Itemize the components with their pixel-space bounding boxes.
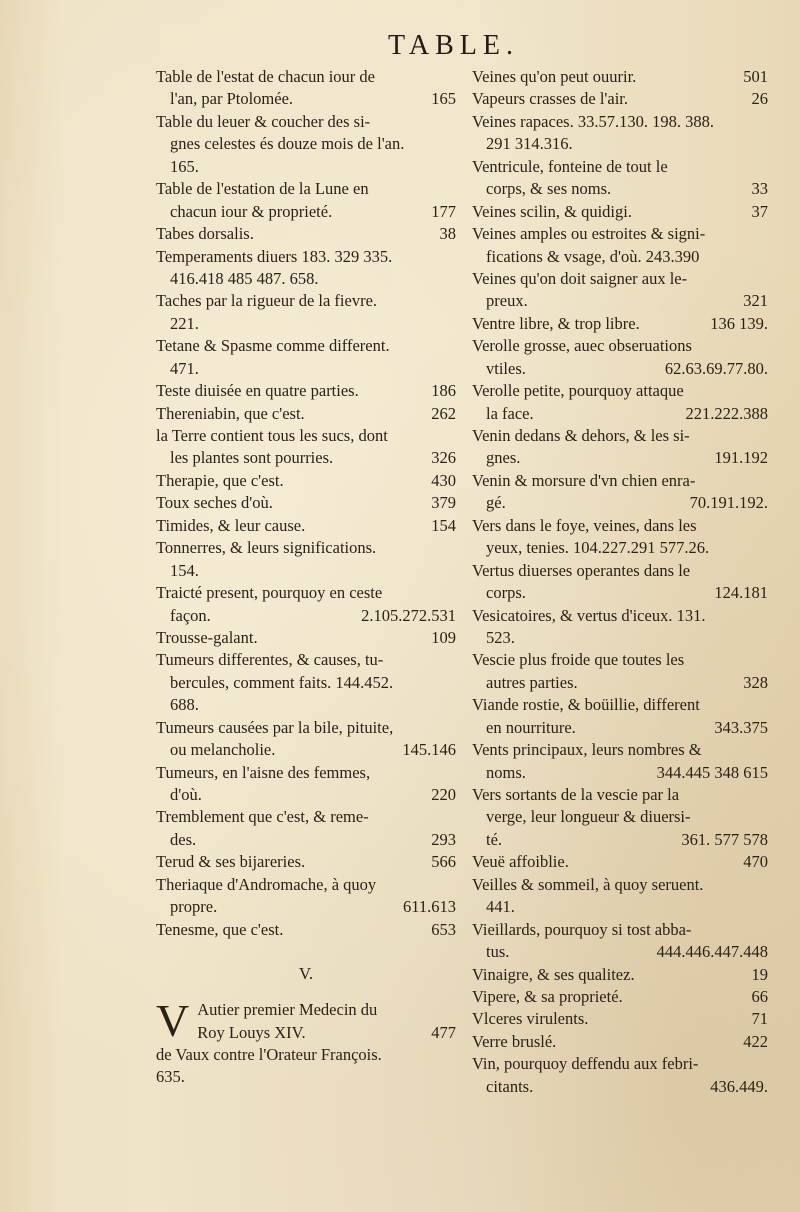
page-reference: 422 <box>743 1031 768 1051</box>
page-reference: 293 <box>431 829 456 849</box>
entry-line <box>472 560 768 582</box>
entry-text: les plantes sont pourries. <box>170 448 334 468</box>
entry-text: Toux seches d'où. <box>156 493 273 513</box>
entry-line <box>156 156 456 178</box>
entry-line <box>156 290 456 312</box>
entry-text: Vescie plus froide que toutes les <box>472 650 685 670</box>
entry-line <box>156 851 456 873</box>
entry-line <box>472 447 768 469</box>
index-entry <box>156 178 456 223</box>
index-entry <box>472 380 768 425</box>
entry-line <box>472 784 768 806</box>
index-entry <box>472 1031 768 1053</box>
entry-line <box>156 784 456 806</box>
entry-text: Vers sortants de la vescie par la <box>472 785 680 804</box>
page-reference: 430 <box>431 470 456 490</box>
index-entry <box>156 874 456 919</box>
entry-text: la Terre contient tous les sucs, dont <box>156 426 388 445</box>
index-entry <box>472 335 768 380</box>
entry-line <box>156 335 456 357</box>
entry-text: corps, & ses noms. <box>486 179 612 199</box>
entry-text: 165. <box>170 156 199 176</box>
page-reference: 66 <box>751 986 768 1006</box>
entry-line <box>472 537 768 559</box>
index-entry <box>472 313 768 335</box>
entry-text: Tonnerres, & leurs significations. <box>156 538 377 558</box>
index-entry-v-dropcap <box>156 995 456 1089</box>
index-entry <box>156 290 456 335</box>
entry-text: Timides, & leur cause. <box>156 515 306 535</box>
entry-text: Venin & morsure d'vn chien enra- <box>472 470 696 490</box>
page-reference: 186 <box>431 381 456 401</box>
entry-text: 291 314.316. <box>486 134 573 154</box>
index-column-left <box>156 66 456 1089</box>
index-entry <box>156 335 456 380</box>
entry-text: Veines scilin, & quidigi. <box>472 201 632 221</box>
entry-line <box>472 403 768 425</box>
entry-line <box>156 88 456 110</box>
entry-text: de Vaux contre l'Orateur François. <box>156 1044 382 1064</box>
index-entry <box>472 851 768 873</box>
entry-text: Tumeurs, en l'aisne des femmes, <box>156 762 371 782</box>
entry-line <box>197 999 456 1021</box>
entry-line <box>472 851 768 873</box>
entry-line <box>472 941 768 963</box>
index-entry <box>472 156 768 201</box>
index-entry <box>472 223 768 268</box>
entry-line <box>156 268 456 290</box>
entry-text: 154. <box>170 560 199 580</box>
entry-line <box>156 492 456 514</box>
index-entry <box>472 739 768 784</box>
entry-text: en nourriture. <box>486 717 576 737</box>
index-entry <box>472 919 768 964</box>
entry-text: Veines amples ou estroites & signi- <box>472 224 706 244</box>
entry-text: Table du leuer & coucher des si- <box>156 111 371 131</box>
entry-text: Vinaigre, & ses qualitez. <box>472 964 635 984</box>
entry-line <box>156 672 456 694</box>
index-entry <box>156 246 456 291</box>
index-entry <box>156 649 456 716</box>
entry-line <box>472 223 768 245</box>
entry-text: vtiles. <box>486 358 526 378</box>
entry-line <box>156 896 456 918</box>
index-entry <box>472 201 768 223</box>
entry-line <box>156 201 456 223</box>
entry-line <box>156 66 456 88</box>
page-reference: 191.192 <box>714 448 768 468</box>
entry-text: Vers dans le foye, veines, dans les <box>472 515 697 535</box>
entry-line <box>197 1022 456 1044</box>
entry-line <box>472 201 768 223</box>
entry-line <box>156 829 456 851</box>
entry-line <box>472 896 768 918</box>
entry-text: Trousse-galant. <box>156 627 258 647</box>
entry-line <box>472 1008 768 1030</box>
entry-text: Veilles & sommeil, à quoy seruent. <box>472 874 704 894</box>
entry-line <box>472 1053 768 1075</box>
entry-text: tus. <box>486 942 510 962</box>
entry-text: 221. <box>170 313 199 333</box>
entry-line <box>472 515 768 537</box>
entry-text: fications & vsage, d'où. 243.390 <box>486 246 700 266</box>
entry-line <box>156 425 456 447</box>
index-entry <box>156 380 456 402</box>
entry-line <box>472 1076 768 1098</box>
index-entry <box>156 806 456 851</box>
entry-line <box>156 874 456 896</box>
entry-line <box>156 762 456 784</box>
page-reference: 109 <box>431 627 456 647</box>
entry-line <box>156 246 456 268</box>
index-entry <box>156 403 456 425</box>
page-reference: 477 <box>431 1022 456 1042</box>
entry-line <box>472 919 768 941</box>
index-entry <box>156 627 456 649</box>
entry-line <box>472 762 768 784</box>
entry-text: Tumeurs causées par la bile, pituite, <box>156 717 394 737</box>
entry-text: Verre bruslé. <box>472 1031 557 1051</box>
entry-line <box>156 447 456 469</box>
index-entry <box>156 717 456 762</box>
page-reference: 344.445 348 615 <box>656 762 768 782</box>
entry-text: Vin, pourquoy deffendu aux febri- <box>472 1054 699 1074</box>
entry-line <box>472 739 768 761</box>
entry-line <box>472 986 768 1008</box>
entry-text: Venin dedans & dehors, & les si- <box>472 426 690 445</box>
entry-line <box>472 717 768 739</box>
entry-line <box>156 806 456 828</box>
entry-text: 416.418 485 487. 658. <box>170 268 319 288</box>
entry-text: gnes. <box>486 448 521 468</box>
entry-line <box>472 156 768 178</box>
entry-text: yeux, tenies. 104.227.291 577.26. <box>486 538 710 558</box>
entry-line <box>472 1031 768 1053</box>
entry-line <box>472 582 768 604</box>
index-entry <box>472 605 768 650</box>
index-entry <box>472 874 768 919</box>
entry-text: d'où. <box>170 785 202 804</box>
page-header: TABLE. <box>388 30 519 61</box>
entry-line <box>156 919 456 941</box>
entry-line <box>156 1044 456 1066</box>
entry-text: Ventre libre, & trop libre. <box>472 313 640 333</box>
page-reference: 326 <box>431 448 456 468</box>
entry-text: Vents principaux, leurs nombres & <box>472 740 702 760</box>
entry-text: Theriaque d'Andromache, à quoy <box>156 874 377 894</box>
page-reference: 221.222.388 <box>685 403 768 423</box>
entry-text: noms. <box>486 762 526 782</box>
entry-line <box>472 111 768 133</box>
index-entry <box>156 851 456 873</box>
entry-text: Table de l'estat de chacun iour de <box>156 67 375 86</box>
entry-text: Vieillards, pourquoy si tost abba- <box>472 919 692 939</box>
entry-text: 523. <box>486 627 515 647</box>
entry-text: té. <box>486 829 503 849</box>
page-reference: 501 <box>743 67 768 86</box>
entry-text: Tenesme, que c'est. <box>156 919 284 939</box>
entry-text: Viande rostie, & boüillie, different <box>472 695 700 715</box>
page-reference: 321 <box>743 291 768 311</box>
entry-line <box>156 717 456 739</box>
index-entry <box>156 66 456 111</box>
entry-line <box>472 66 768 88</box>
index-entry <box>156 515 456 537</box>
entry-text: Vesicatoires, & vertus d'iceux. 131. <box>472 605 706 625</box>
entry-line <box>156 133 456 155</box>
entry-line <box>156 515 456 537</box>
entry-text: Temperaments diuers 183. 329 335. <box>156 246 393 266</box>
index-entry <box>156 425 456 470</box>
page-reference: 136 139. <box>710 313 768 333</box>
entry-text: gé. <box>486 493 506 513</box>
index-entry <box>156 470 456 492</box>
entry-line <box>472 605 768 627</box>
entry-text: propre. <box>170 897 218 917</box>
entry-text: Traicté present, pourquoy en ceste <box>156 583 383 603</box>
entry-line <box>156 582 456 604</box>
entry-line <box>472 178 768 200</box>
index-entry <box>472 470 768 515</box>
index-entry <box>472 1053 768 1098</box>
entry-text: Terud & ses bijareries. <box>156 852 306 872</box>
entry-text: verge, leur longueur & diuersi- <box>486 807 691 827</box>
entry-text: Thereniabin, que c'est. <box>156 403 305 423</box>
entry-line <box>156 537 456 559</box>
entry-text: Ventricule, fonteine de tout le <box>472 156 668 176</box>
page-reference: 444.446.447.448 <box>656 942 768 962</box>
index-entry <box>472 986 768 1008</box>
entry-text: 688. <box>170 695 199 715</box>
page-reference: 177 <box>431 201 456 221</box>
page-reference: 62.63.69.77.80. <box>664 358 768 378</box>
index-entry <box>156 762 456 807</box>
entry-text: Tremblement que c'est, & reme- <box>156 807 369 827</box>
entry-line <box>472 268 768 290</box>
page-reference: 145.146 <box>402 740 456 760</box>
entry-text: l'an, par Ptolomée. <box>170 89 294 109</box>
entry-line <box>472 335 768 357</box>
entry-text: des. <box>170 829 197 849</box>
index-entry <box>156 223 456 245</box>
index-entry <box>156 492 456 514</box>
entry-line <box>472 246 768 268</box>
index-entry <box>156 582 456 627</box>
entry-text: Vipere, & sa proprieté. <box>472 986 623 1006</box>
entry-line <box>156 560 456 582</box>
entry-text: Roy Louys XIV. <box>197 1022 306 1042</box>
entry-line <box>156 313 456 335</box>
entry-text: Verolle petite, pourquoy attaque <box>472 381 684 401</box>
entry-text: Veines rapaces. 33.57.130. 198. 388. <box>472 111 714 131</box>
entry-text: Autier premier Medecin du <box>197 1000 378 1020</box>
page-reference: 26 <box>751 89 768 109</box>
page-reference: 343.375 <box>714 717 768 737</box>
entry-line <box>156 605 456 627</box>
entry-text: bercules, comment faits. 144.452. <box>170 672 394 692</box>
entry-text: 441. <box>486 897 515 917</box>
index-entry <box>156 919 456 941</box>
entry-text: corps. <box>486 583 526 603</box>
page-reference: 33 <box>751 179 768 199</box>
index-entry <box>472 1008 768 1030</box>
entry-line <box>472 874 768 896</box>
entry-text: Tetane & Spasme comme different. <box>156 336 390 356</box>
page-reference: 124.181 <box>714 583 768 603</box>
entry-line <box>156 380 456 402</box>
index-entry <box>472 964 768 986</box>
index-entry <box>472 694 768 739</box>
page-reference: 436.449. <box>710 1076 768 1096</box>
page-reference: 328 <box>743 672 768 692</box>
index-entry <box>472 515 768 560</box>
index-column-right <box>472 66 768 1098</box>
entry-line <box>156 470 456 492</box>
entry-line <box>156 403 456 425</box>
entry-text: Tabes dorsalis. <box>156 224 254 244</box>
entry-line <box>156 649 456 671</box>
entry-text: Teste diuisée en quatre parties. <box>156 381 359 401</box>
entry-text: Vapeurs crasses de l'air. <box>472 89 629 109</box>
entry-line <box>472 88 768 110</box>
drop-cap: V <box>156 995 190 1047</box>
entry-line <box>472 380 768 402</box>
entry-line <box>156 111 456 133</box>
page-reference: 2.105.272.531 <box>361 605 456 625</box>
page-reference: 154 <box>431 515 456 535</box>
page-reference: 361. 577 578 <box>681 829 768 849</box>
entry-text: Veines qu'on peut ouurir. <box>472 67 637 86</box>
entry-line <box>472 313 768 335</box>
entry-text: chacun iour & proprieté. <box>170 201 333 221</box>
entry-line <box>472 470 768 492</box>
entry-line <box>472 694 768 716</box>
page-reference: 220 <box>431 785 456 804</box>
index-entry <box>472 425 768 470</box>
entry-line <box>156 627 456 649</box>
entry-text: Verolle grosse, auec obseruations <box>472 336 692 356</box>
entry-text: ou melancholie. <box>170 740 276 760</box>
entry-text: preux. <box>486 291 528 311</box>
entry-text: citants. <box>486 1076 534 1096</box>
page-reference: 566 <box>431 852 456 872</box>
entry-text: Vlceres virulents. <box>472 1009 589 1029</box>
page-reference: 611.613 <box>402 897 456 917</box>
entry-text: Tumeurs differentes, & causes, tu- <box>156 650 384 670</box>
section-heading-v: V. <box>298 964 314 984</box>
entry-line <box>472 672 768 694</box>
entry-line <box>156 694 456 716</box>
entry-line <box>472 627 768 649</box>
index-entry <box>472 88 768 110</box>
page-reference: 38 <box>439 224 456 244</box>
page-reference: 71 <box>751 1009 768 1029</box>
entry-line <box>472 358 768 380</box>
entry-line <box>472 492 768 514</box>
index-entry <box>472 66 768 88</box>
entry-line <box>156 739 456 761</box>
index-entry <box>156 111 456 178</box>
page-reference: 19 <box>751 964 768 984</box>
page-reference: 470 <box>743 852 768 872</box>
page-reference: 379 <box>431 493 456 513</box>
entry-text: 471. <box>170 358 199 378</box>
page-reference: 70.191.192. <box>689 493 768 513</box>
index-entry <box>472 649 768 694</box>
index-entry <box>472 560 768 605</box>
entry-text: Veines qu'on doit saigner aux le- <box>472 268 688 288</box>
entry-line <box>472 829 768 851</box>
entry-line <box>472 649 768 671</box>
page-reference: 262 <box>431 403 456 423</box>
entry-line <box>156 358 456 380</box>
entry-line <box>472 133 768 155</box>
entry-line <box>156 178 456 200</box>
index-entry <box>472 268 768 313</box>
entry-text: Therapie, que c'est. <box>156 470 284 490</box>
entry-line <box>156 223 456 245</box>
entry-text: Veuë affoiblie. <box>472 852 569 872</box>
index-entry <box>472 111 768 156</box>
entry-text: 635. <box>156 1067 185 1087</box>
entry-line <box>472 290 768 312</box>
entry-line <box>156 1066 456 1088</box>
entry-line <box>472 425 768 447</box>
entry-text: façon. <box>170 605 211 625</box>
entry-text: la face. <box>486 403 534 423</box>
index-entry <box>472 784 768 851</box>
entry-text: Vertus diuerses operantes dans le <box>472 560 691 580</box>
entry-line <box>472 806 768 828</box>
entry-text: Table de l'estation de la Lune en <box>156 179 369 199</box>
entry-text: autres parties. <box>486 672 578 692</box>
page-reference: 37 <box>751 201 768 221</box>
page-reference: 165 <box>431 89 456 109</box>
entry-text: gnes celestes és douze mois de l'an. <box>170 134 405 154</box>
entry-text: Taches par la rigueur de la fievre. <box>156 291 378 311</box>
index-entry <box>156 537 456 582</box>
entry-line <box>472 964 768 986</box>
page-reference: 653 <box>431 919 456 939</box>
